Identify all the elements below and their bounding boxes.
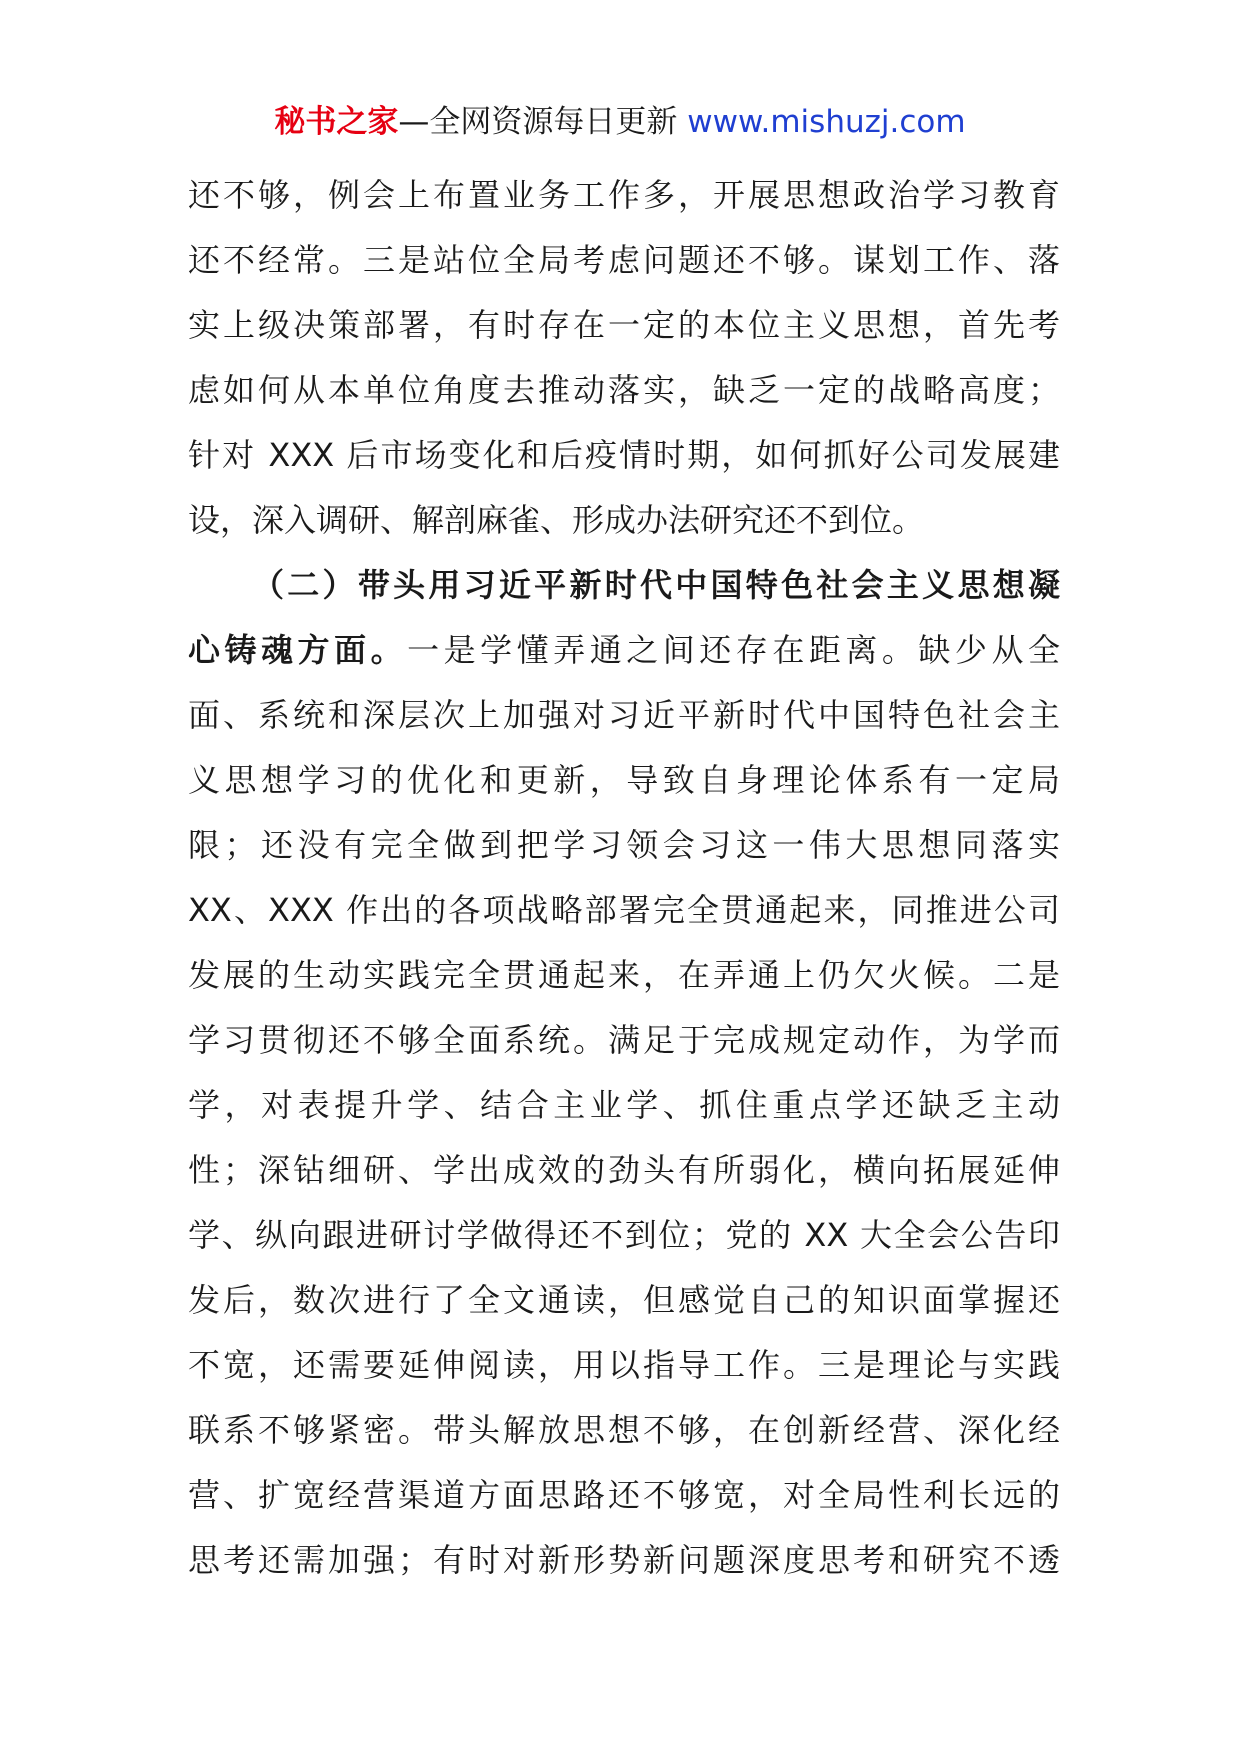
text-line: 限；还没有完全做到把学习领会习这一伟大思想同落实 xyxy=(188,826,1060,864)
document-body xyxy=(188,163,1060,1593)
section-heading-tail: 心铸魂方面。 xyxy=(188,631,408,669)
text-line: 思考还需加强；有时对新形势新问题深度思考和研究不透 xyxy=(188,1541,1060,1579)
header-tagline: —全网资源每日更新 xyxy=(398,104,678,140)
text-line: 营、扩宽经营渠道方面思路还不够宽，对全局性利长远的 xyxy=(188,1476,1060,1514)
text-line: 学、纵向跟进研讨学做得还不到位；党的 XX 大全会公告印 xyxy=(188,1216,1060,1254)
page-header xyxy=(0,102,1240,142)
text-line: 还不经常。三是站位全局考虑问题还不够。谋划工作、落 xyxy=(188,241,1060,279)
text-line: 学习贯彻还不够全面系统。满足于完成规定动作，为学而 xyxy=(188,1021,1060,1059)
text-line: 面、系统和深层次上加强对习近平新时代中国特色社会主 xyxy=(188,696,1060,734)
site-url[interactable]: www.mishuzj.com xyxy=(687,104,966,140)
text-line: 义思想学习的优化和更新，导致自身理论体系有一定局 xyxy=(188,761,1060,799)
text-line: 联系不够紧密。带头解放思想不够，在创新经营、深化经 xyxy=(188,1411,1060,1449)
section-heading: （二）带头用习近平新时代中国特色社会主义思想凝 xyxy=(252,566,1060,604)
text-line: 针对 XXX 后市场变化和后疫情时期，如何抓好公司发展建 xyxy=(188,436,1060,474)
section-heading-continuation xyxy=(188,618,1060,683)
text-line: 发后，数次进行了全文通读，但感觉自己的知识面掌握还 xyxy=(188,1281,1060,1319)
text-line: 性；深钻细研、学出成效的劲头有所弱化，横向拓展延伸 xyxy=(188,1151,1060,1189)
brand-name: 秘书之家 xyxy=(274,104,399,140)
text-line: 实上级决策部署，有时存在一定的本位主义思想，首先考 xyxy=(188,306,1060,344)
section-text: 一是学懂弄通之间还存在距离。缺少从全 xyxy=(407,631,1060,669)
text-line: 设，深入调研、解剖麻雀、形成办法研究还不到位。 xyxy=(188,501,925,539)
text-line: 虑如何从本单位角度去推动落实，缺乏一定的战略高度； xyxy=(188,371,1060,409)
text-line: 还不够，例会上布置业务工作多，开展思想政治学习教育 xyxy=(188,176,1060,214)
text-line: 学，对表提升学、结合主业学、抓住重点学还缺乏主动 xyxy=(188,1086,1060,1124)
text-line: 发展的生动实践完全贯通起来，在弄通上仍欠火候。二是 xyxy=(188,956,1060,994)
text-line: XX、XXX 作出的各项战略部署完全贯通起来，同推进公司 xyxy=(188,891,1060,929)
text-line: 不宽，还需要延伸阅读，用以指导工作。三是理论与实践 xyxy=(188,1346,1060,1384)
